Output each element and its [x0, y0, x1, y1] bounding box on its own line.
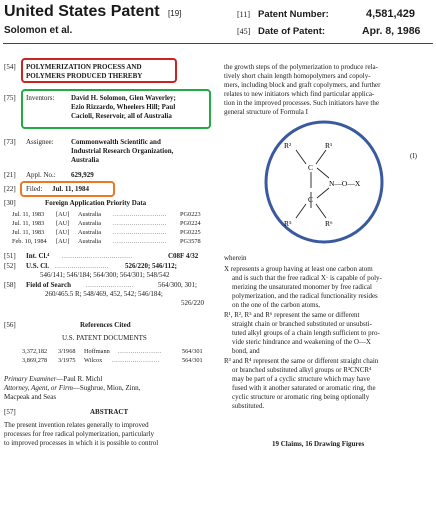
- patent-date: Apr. 8, 1986: [362, 25, 421, 37]
- uscl-value2: 546/141; 546/184; 564/300; 564/301; 548/542: [40, 271, 170, 279]
- ref-leader: .....................: [118, 348, 162, 355]
- formula-tag: (I): [410, 152, 417, 160]
- ref-number: 3,869,278: [22, 357, 48, 364]
- assignee-ref: [73]: [4, 138, 16, 146]
- intro-line: general structure of Formula I: [224, 108, 308, 116]
- attorney-label: Attorney, Agent, or Firm: [4, 384, 73, 392]
- priority-number: PG0224: [180, 220, 201, 227]
- priority-leader: ..........................: [113, 211, 167, 218]
- refs-heading: References Cited: [80, 321, 131, 329]
- examiner-line: [4, 375, 102, 384]
- priority-leader: ..........................: [113, 238, 167, 245]
- r3-line: fused with it another saturated or aromatic ring, the: [232, 384, 376, 392]
- priority-leader: ..........................: [113, 220, 167, 227]
- intcl-leader: ..................................: [62, 253, 133, 260]
- attorney-line: [4, 384, 140, 393]
- r1-label: R¹: [325, 141, 333, 150]
- n-o-x-label: N—O—X: [329, 179, 361, 188]
- filed-value: Jul. 11, 1984: [52, 185, 89, 193]
- priority-date: Jul. 11, 1983: [12, 211, 45, 218]
- r3-line: R³ and R⁴ represent the same or different straight chain: [224, 357, 379, 365]
- title-ref: [19]: [168, 9, 182, 18]
- r2-label: R²: [284, 141, 292, 150]
- ref-date: 3/1975: [58, 357, 76, 364]
- ref-leader: .......................: [112, 357, 160, 364]
- field-value2: 260/465.5 R; 548/469, 452, 542; 546/184;: [45, 290, 163, 298]
- invention-title-line1: POLYMERIZATION PROCESS AND: [26, 63, 142, 71]
- r-line: R¹, R², R⁵ and R⁶ represent the same or different: [224, 311, 360, 319]
- c-top-label: C: [308, 163, 314, 172]
- r5-label: R⁵: [284, 219, 292, 228]
- intcl-value: C08F 4/32: [168, 252, 199, 260]
- abstract-line1: The present invention relates generally to improved: [4, 421, 149, 429]
- intro-line: the growth steps of the polymerization to produce rela-: [224, 63, 378, 71]
- r-line: vide steric hindrance and weakening of the O—X: [232, 338, 371, 346]
- r3-line: substituted.: [232, 402, 265, 410]
- appl-value: 629,929: [71, 171, 94, 179]
- x-line: and is such that the free radical X· is capable of poly-: [232, 274, 382, 282]
- priority-code: [AU]: [56, 211, 70, 218]
- wherein-text: wherein: [224, 254, 247, 262]
- priority-code: [AU]: [56, 238, 70, 245]
- field-value1: 564/300, 301;: [158, 281, 197, 289]
- r6-label: R⁶: [325, 219, 333, 228]
- appl-ref: [21]: [4, 171, 16, 179]
- invention-title-line2: POLYMERS PRODUCED THEREBY: [26, 72, 143, 80]
- intcl-label: Int. Cl.⁴: [26, 252, 50, 260]
- intro-line: relates to new initiators which find particular applica-: [224, 90, 375, 98]
- ref-class: 564/301: [182, 348, 203, 355]
- r-line: straight chain or branched substituted or unsubsti-: [232, 320, 372, 328]
- document-title: [4, 3, 181, 23]
- inventors-label: Inventors:: [26, 94, 55, 102]
- ref-number: 3,372,182: [22, 348, 48, 355]
- inventors-ref: [75]: [4, 94, 16, 102]
- priority-date: Jul. 11, 1983: [12, 229, 45, 236]
- ref-class: 564/301: [182, 357, 203, 364]
- formula-structure: [261, 120, 391, 246]
- ref-name: Hoffmann: [84, 348, 110, 355]
- r-line: bond, and: [232, 347, 260, 355]
- patent-number-label: Patent Number:: [258, 9, 329, 20]
- attorney-name: —Sughrue, Mion, Zinn,: [72, 384, 141, 392]
- abstract-ref: [57]: [4, 408, 16, 416]
- x-line: polymerization, and the radical functionality resides: [232, 292, 378, 300]
- intro-line: tively short chain length homopolymers and copoly-: [224, 72, 371, 80]
- claims-summary: 19 Claims, 16 Drawing Figures: [272, 440, 365, 448]
- priority-date: Feb. 10, 1984: [12, 238, 47, 245]
- intcl-ref: [51]: [4, 252, 16, 260]
- assignee-line3: Australia: [71, 156, 99, 164]
- assignee-label: Assignee:: [26, 138, 54, 146]
- intro-line: tion in the improved processes. Such initiators have the: [224, 99, 379, 107]
- c-bottom-label: C: [308, 195, 314, 204]
- abstract-line2: processes for free radical polymerization, particularly: [4, 430, 155, 438]
- ref-name: Wilcox: [84, 357, 103, 364]
- r3-line: or branched substituted alkyl groups or R³CNCR⁴: [232, 366, 372, 374]
- abstract-line3: to improved processes in which it is possible to control: [4, 439, 159, 447]
- examiner-name: —Paul R. Michl: [56, 375, 103, 383]
- uscl-ref: [52]: [4, 262, 16, 270]
- field-ref: [58]: [4, 281, 16, 289]
- priority-number: PG0225: [180, 229, 201, 236]
- inventors-line2: Ezio Rizzardo, Wheelers Hill; Paul: [71, 103, 176, 111]
- date-ref: [45]: [237, 27, 251, 36]
- filed-ref: [22]: [4, 185, 16, 193]
- r3-line: may be part of a cyclic structure which may have: [232, 375, 370, 383]
- uscl-label: U.S. Cl.: [26, 262, 49, 270]
- field-leader: .......................: [86, 282, 134, 289]
- priority-date: Jul. 11, 1983: [12, 220, 45, 227]
- patent-number-ref: [11]: [237, 10, 251, 19]
- patent-number: 4,581,429: [366, 8, 415, 20]
- attorney-line2: Macpeak and Seas: [4, 393, 57, 401]
- x-line: on the one of the carbon atoms,: [232, 301, 321, 309]
- appl-label: Appl. No.:: [26, 171, 56, 179]
- priority-country: Australia: [78, 238, 102, 245]
- examiner-label: Primary Examiner: [4, 375, 57, 383]
- priority-code: [AU]: [56, 229, 70, 236]
- ref-date: 3/1968: [58, 348, 76, 355]
- priority-leader: ..........................: [113, 229, 167, 236]
- priority-number: PG0223: [180, 211, 201, 218]
- refs-ref: [56]: [4, 321, 16, 329]
- author-line: Solomon et al.: [4, 25, 73, 36]
- assignee-line2: Industrial Research Organization,: [71, 147, 174, 155]
- r3-line: cyclic structure or aromatic ring being optionally: [232, 393, 370, 401]
- header-rule: [3, 43, 433, 44]
- priority-country: Australia: [78, 220, 102, 227]
- refs-subheading: U.S. PATENT DOCUMENTS: [62, 334, 147, 342]
- x-line: X represents a group having at least one carbon atom: [224, 265, 373, 273]
- date-label: Date of Patent:: [258, 26, 326, 37]
- priority-code: [AU]: [56, 220, 70, 227]
- priority-number: PG3578: [180, 238, 201, 245]
- priority-country: Australia: [78, 211, 102, 218]
- uscl-value1: 526/220; 546/112;: [125, 262, 177, 270]
- foreign-heading: Foreign Application Priority Data: [45, 199, 147, 207]
- inventors-line3: Cacioli, Reservoir, all of Australia: [71, 112, 172, 120]
- title-ref-54: [54]: [4, 63, 16, 71]
- r-line: tuted alkyl groups of a chain length sufficient to pro-: [232, 329, 380, 337]
- title-text: United States Patent: [4, 3, 160, 20]
- uscl-leader: ..........................: [55, 263, 109, 270]
- assignee-line1: Commonwealth Scientific and: [71, 138, 161, 146]
- field-label: Field of Search: [26, 281, 71, 289]
- intro-line: mers, including block and graft copolymers, and further: [224, 81, 381, 89]
- foreign-ref: [30]: [4, 199, 16, 207]
- inventors-line1: David H. Solomon, Glen Waverley;: [71, 94, 176, 102]
- priority-country: Australia: [78, 229, 102, 236]
- x-line: merizing the unsaturated monomer by free radical: [232, 283, 372, 291]
- field-value3: 526/220: [181, 299, 204, 307]
- filed-label: Filed:: [26, 185, 43, 193]
- abstract-heading: ABSTRACT: [90, 408, 129, 416]
